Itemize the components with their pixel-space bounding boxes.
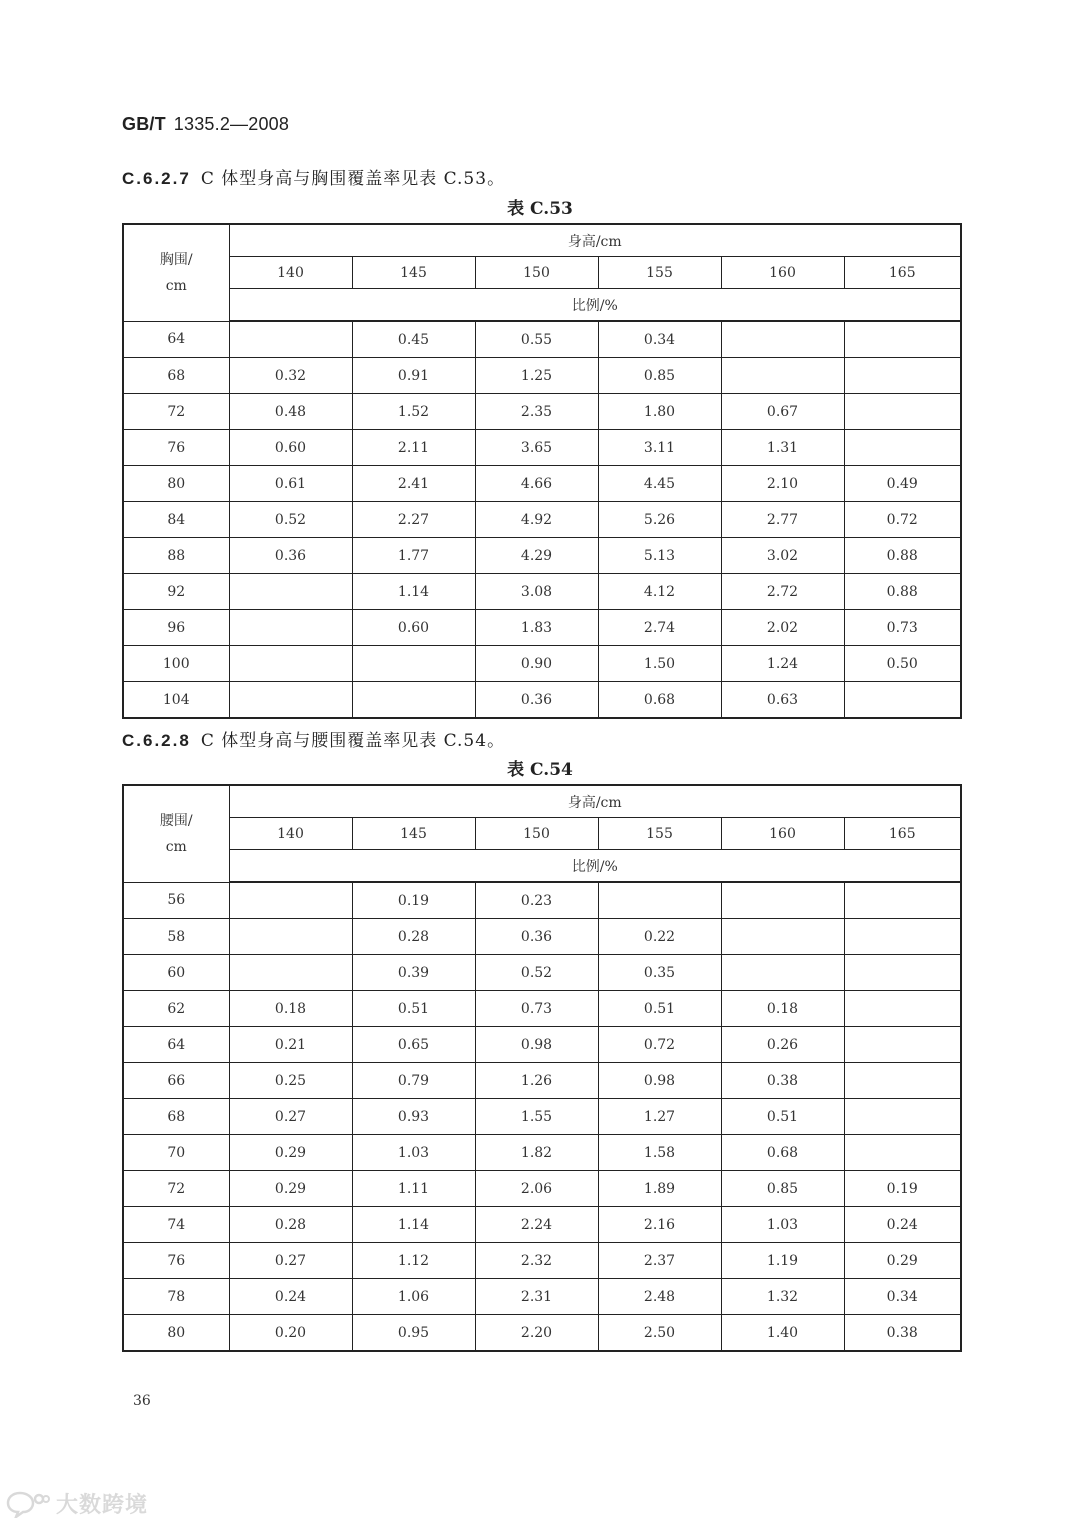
- value-cell: 2.74: [598, 610, 721, 646]
- value-cell: 2.10: [721, 466, 844, 502]
- table-row: [123, 646, 961, 682]
- value-cell: 0.73: [475, 991, 598, 1027]
- column-header-145: 145: [352, 257, 475, 289]
- column-header-150: 150: [475, 257, 598, 289]
- table-row: [123, 466, 961, 502]
- value-cell: 0.60: [229, 430, 352, 466]
- value-cell: 1.06: [352, 1279, 475, 1315]
- column-header-160: 160: [721, 257, 844, 289]
- value-cell: [844, 394, 961, 430]
- value-cell: 0.88: [844, 538, 961, 574]
- value-cell: 0.24: [844, 1207, 961, 1243]
- row-header-cell: 100: [123, 646, 229, 682]
- value-cell: [844, 1099, 961, 1135]
- value-cell: 3.11: [598, 430, 721, 466]
- value-cell: 0.50: [844, 646, 961, 682]
- value-cell: [721, 955, 844, 991]
- value-cell: [229, 682, 352, 719]
- row-header-cell: 104: [123, 682, 229, 719]
- value-cell: 2.37: [598, 1243, 721, 1279]
- corner-unit: cm: [165, 838, 187, 855]
- value-cell: 2.11: [352, 430, 475, 466]
- value-cell: 0.25: [229, 1063, 352, 1099]
- value-cell: 1.58: [598, 1135, 721, 1171]
- value-cell: [721, 358, 844, 394]
- ratio-header: 比例/%: [229, 289, 961, 322]
- value-cell: 1.40: [721, 1315, 844, 1352]
- value-cell: 0.45: [352, 321, 475, 358]
- value-cell: 1.32: [721, 1279, 844, 1315]
- table-row: [123, 574, 961, 610]
- table-row: [123, 1279, 961, 1315]
- value-cell: 0.27: [229, 1243, 352, 1279]
- value-cell: 0.21: [229, 1027, 352, 1063]
- value-cell: 0.51: [598, 991, 721, 1027]
- value-cell: 3.02: [721, 538, 844, 574]
- value-cell: 0.49: [844, 466, 961, 502]
- value-cell: [844, 882, 961, 919]
- ratio-header: 比例/%: [229, 850, 961, 883]
- speech-bubble-logo-icon: [6, 1490, 50, 1518]
- value-cell: 0.24: [229, 1279, 352, 1315]
- value-cell: 0.36: [475, 682, 598, 719]
- value-cell: 0.35: [598, 955, 721, 991]
- row-header-cell: 74: [123, 1207, 229, 1243]
- value-cell: 1.12: [352, 1243, 475, 1279]
- value-cell: 0.51: [352, 991, 475, 1027]
- row-header-cell: 84: [123, 502, 229, 538]
- value-cell: 2.24: [475, 1207, 598, 1243]
- row-header-cell: 68: [123, 1099, 229, 1135]
- row-header-cell: 56: [123, 882, 229, 919]
- value-cell: 1.11: [352, 1171, 475, 1207]
- value-cell: 0.32: [229, 358, 352, 394]
- corner-unit: cm: [165, 277, 187, 294]
- value-cell: 1.03: [352, 1135, 475, 1171]
- row-header-cell: 72: [123, 394, 229, 430]
- value-cell: 1.19: [721, 1243, 844, 1279]
- value-cell: 0.60: [352, 610, 475, 646]
- row-header-cell: 76: [123, 430, 229, 466]
- value-cell: [721, 882, 844, 919]
- column-header-145: 145: [352, 818, 475, 850]
- table-row: [123, 919, 961, 955]
- value-cell: [229, 955, 352, 991]
- value-cell: 0.90: [475, 646, 598, 682]
- value-cell: 3.08: [475, 574, 598, 610]
- row-header-cell: 64: [123, 1027, 229, 1063]
- section-number: C.6.2.8: [122, 731, 191, 750]
- value-cell: 0.48: [229, 394, 352, 430]
- value-cell: 0.51: [721, 1099, 844, 1135]
- value-cell: 0.93: [352, 1099, 475, 1135]
- value-cell: 1.26: [475, 1063, 598, 1099]
- table-row: [123, 430, 961, 466]
- table-row: [123, 394, 961, 430]
- value-cell: [844, 1063, 961, 1099]
- value-cell: 0.98: [475, 1027, 598, 1063]
- value-cell: 0.29: [229, 1135, 352, 1171]
- table-row: [123, 1027, 961, 1063]
- value-cell: 2.35: [475, 394, 598, 430]
- value-cell: [229, 610, 352, 646]
- value-cell: 0.34: [598, 321, 721, 358]
- value-cell: 0.38: [844, 1315, 961, 1352]
- value-cell: 1.80: [598, 394, 721, 430]
- height-header: 身高/cm: [229, 785, 961, 818]
- section-c628: [122, 726, 505, 751]
- value-cell: 0.68: [721, 1135, 844, 1171]
- table-row: [123, 955, 961, 991]
- section-text: C 体型身高与腰围覆盖率见表 C.54。: [200, 731, 506, 751]
- value-cell: 0.23: [475, 882, 598, 919]
- height-header: 身高/cm: [229, 224, 961, 257]
- corner-header: [123, 785, 229, 882]
- corner-label: 胸围/: [159, 251, 193, 268]
- row-header-cell: 92: [123, 574, 229, 610]
- value-cell: 1.24: [721, 646, 844, 682]
- value-cell: 1.77: [352, 538, 475, 574]
- column-header-160: 160: [721, 818, 844, 850]
- watermark-text: 大数跨境: [56, 1493, 149, 1518]
- row-header-cell: 80: [123, 466, 229, 502]
- table-row: [123, 882, 961, 919]
- value-cell: [844, 1135, 961, 1171]
- value-cell: 2.48: [598, 1279, 721, 1315]
- value-cell: 0.55: [475, 321, 598, 358]
- value-cell: [229, 321, 352, 358]
- value-cell: [844, 1027, 961, 1063]
- value-cell: [598, 882, 721, 919]
- value-cell: 0.67: [721, 394, 844, 430]
- column-header-155: 155: [598, 257, 721, 289]
- table-row: [123, 1135, 961, 1171]
- value-cell: 0.20: [229, 1315, 352, 1352]
- value-cell: 4.12: [598, 574, 721, 610]
- table-row: [123, 538, 961, 574]
- row-header-cell: 58: [123, 919, 229, 955]
- column-header-165: 165: [844, 818, 961, 850]
- table-caption-c54: 表 C.54: [507, 760, 573, 780]
- table-row: [123, 1207, 961, 1243]
- value-cell: 2.06: [475, 1171, 598, 1207]
- standard-code: [122, 114, 289, 135]
- table-c53: [122, 223, 962, 719]
- table-row: [123, 991, 961, 1027]
- value-cell: 0.36: [475, 919, 598, 955]
- value-cell: 1.52: [352, 394, 475, 430]
- value-cell: 0.39: [352, 955, 475, 991]
- section-c627: [122, 164, 505, 189]
- value-cell: 0.22: [598, 919, 721, 955]
- corner-header: [123, 224, 229, 321]
- value-cell: 0.73: [844, 610, 961, 646]
- value-cell: 1.03: [721, 1207, 844, 1243]
- column-header-140: 140: [229, 818, 352, 850]
- value-cell: [844, 991, 961, 1027]
- value-cell: 2.50: [598, 1315, 721, 1352]
- table-row: [123, 358, 961, 394]
- table-row: [123, 610, 961, 646]
- value-cell: [844, 321, 961, 358]
- value-cell: [229, 574, 352, 610]
- value-cell: 0.91: [352, 358, 475, 394]
- row-header-cell: 60: [123, 955, 229, 991]
- value-cell: [352, 682, 475, 719]
- value-cell: 1.50: [598, 646, 721, 682]
- section-number: C.6.2.7: [122, 169, 191, 188]
- page-number: 36: [133, 1393, 151, 1409]
- value-cell: 0.63: [721, 682, 844, 719]
- value-cell: 0.29: [844, 1243, 961, 1279]
- value-cell: [844, 358, 961, 394]
- value-cell: 1.14: [352, 1207, 475, 1243]
- table-row: [123, 1243, 961, 1279]
- table-row: [123, 1063, 961, 1099]
- value-cell: 0.28: [229, 1207, 352, 1243]
- value-cell: 2.32: [475, 1243, 598, 1279]
- value-cell: 0.19: [352, 882, 475, 919]
- value-cell: 0.95: [352, 1315, 475, 1352]
- value-cell: 1.14: [352, 574, 475, 610]
- value-cell: 0.88: [844, 574, 961, 610]
- value-cell: 5.13: [598, 538, 721, 574]
- value-cell: 0.38: [721, 1063, 844, 1099]
- value-cell: [844, 919, 961, 955]
- value-cell: 0.68: [598, 682, 721, 719]
- table-row: [123, 682, 961, 719]
- value-cell: 2.02: [721, 610, 844, 646]
- value-cell: [229, 919, 352, 955]
- section-text: C 体型身高与胸围覆盖率见表 C.53。: [200, 169, 506, 189]
- table-c54: [122, 784, 962, 1352]
- table-row: [123, 321, 961, 358]
- value-cell: 1.27: [598, 1099, 721, 1135]
- value-cell: 0.52: [475, 955, 598, 991]
- value-cell: [844, 430, 961, 466]
- value-cell: 0.18: [721, 991, 844, 1027]
- value-cell: 4.29: [475, 538, 598, 574]
- standard-number: 1335.2—2008: [173, 114, 290, 134]
- value-cell: 0.52: [229, 502, 352, 538]
- column-header-140: 140: [229, 257, 352, 289]
- value-cell: 4.92: [475, 502, 598, 538]
- value-cell: 0.72: [844, 502, 961, 538]
- value-cell: 2.31: [475, 1279, 598, 1315]
- value-cell: 0.79: [352, 1063, 475, 1099]
- row-header-cell: 88: [123, 538, 229, 574]
- row-header-cell: 78: [123, 1279, 229, 1315]
- value-cell: 4.45: [598, 466, 721, 502]
- row-header-cell: 76: [123, 1243, 229, 1279]
- value-cell: 0.27: [229, 1099, 352, 1135]
- value-cell: 1.89: [598, 1171, 721, 1207]
- value-cell: 2.16: [598, 1207, 721, 1243]
- value-cell: 1.83: [475, 610, 598, 646]
- value-cell: 1.31: [721, 430, 844, 466]
- value-cell: [844, 682, 961, 719]
- value-cell: 0.61: [229, 466, 352, 502]
- value-cell: 4.66: [475, 466, 598, 502]
- column-header-165: 165: [844, 257, 961, 289]
- row-header-cell: 66: [123, 1063, 229, 1099]
- value-cell: 2.41: [352, 466, 475, 502]
- value-cell: 0.65: [352, 1027, 475, 1063]
- row-header-cell: 80: [123, 1315, 229, 1352]
- row-header-cell: 64: [123, 321, 229, 358]
- value-cell: 2.20: [475, 1315, 598, 1352]
- table-row: [123, 502, 961, 538]
- value-cell: [721, 919, 844, 955]
- row-header-cell: 68: [123, 358, 229, 394]
- table-caption-c53: 表 C.53: [507, 199, 573, 219]
- value-cell: 0.26: [721, 1027, 844, 1063]
- value-cell: 0.34: [844, 1279, 961, 1315]
- value-cell: [352, 646, 475, 682]
- value-cell: 0.98: [598, 1063, 721, 1099]
- corner-label: 腰围/: [159, 812, 193, 829]
- table-row: [123, 1315, 961, 1352]
- standard-prefix: GB/T: [122, 114, 166, 134]
- value-cell: 0.72: [598, 1027, 721, 1063]
- row-header-cell: 72: [123, 1171, 229, 1207]
- value-cell: 2.72: [721, 574, 844, 610]
- value-cell: [844, 955, 961, 991]
- column-header-150: 150: [475, 818, 598, 850]
- value-cell: 0.36: [229, 538, 352, 574]
- value-cell: 0.28: [352, 919, 475, 955]
- value-cell: 0.19: [844, 1171, 961, 1207]
- value-cell: [229, 882, 352, 919]
- watermark: [6, 1488, 148, 1519]
- value-cell: 0.85: [598, 358, 721, 394]
- table-row: [123, 1171, 961, 1207]
- value-cell: 2.77: [721, 502, 844, 538]
- value-cell: 5.26: [598, 502, 721, 538]
- table-row: [123, 1099, 961, 1135]
- value-cell: 1.55: [475, 1099, 598, 1135]
- value-cell: [721, 321, 844, 358]
- value-cell: 0.29: [229, 1171, 352, 1207]
- row-header-cell: 62: [123, 991, 229, 1027]
- value-cell: 3.65: [475, 430, 598, 466]
- column-header-155: 155: [598, 818, 721, 850]
- row-header-cell: 96: [123, 610, 229, 646]
- value-cell: 2.27: [352, 502, 475, 538]
- value-cell: 0.18: [229, 991, 352, 1027]
- value-cell: [229, 646, 352, 682]
- value-cell: 1.25: [475, 358, 598, 394]
- value-cell: 0.85: [721, 1171, 844, 1207]
- value-cell: 1.82: [475, 1135, 598, 1171]
- row-header-cell: 70: [123, 1135, 229, 1171]
